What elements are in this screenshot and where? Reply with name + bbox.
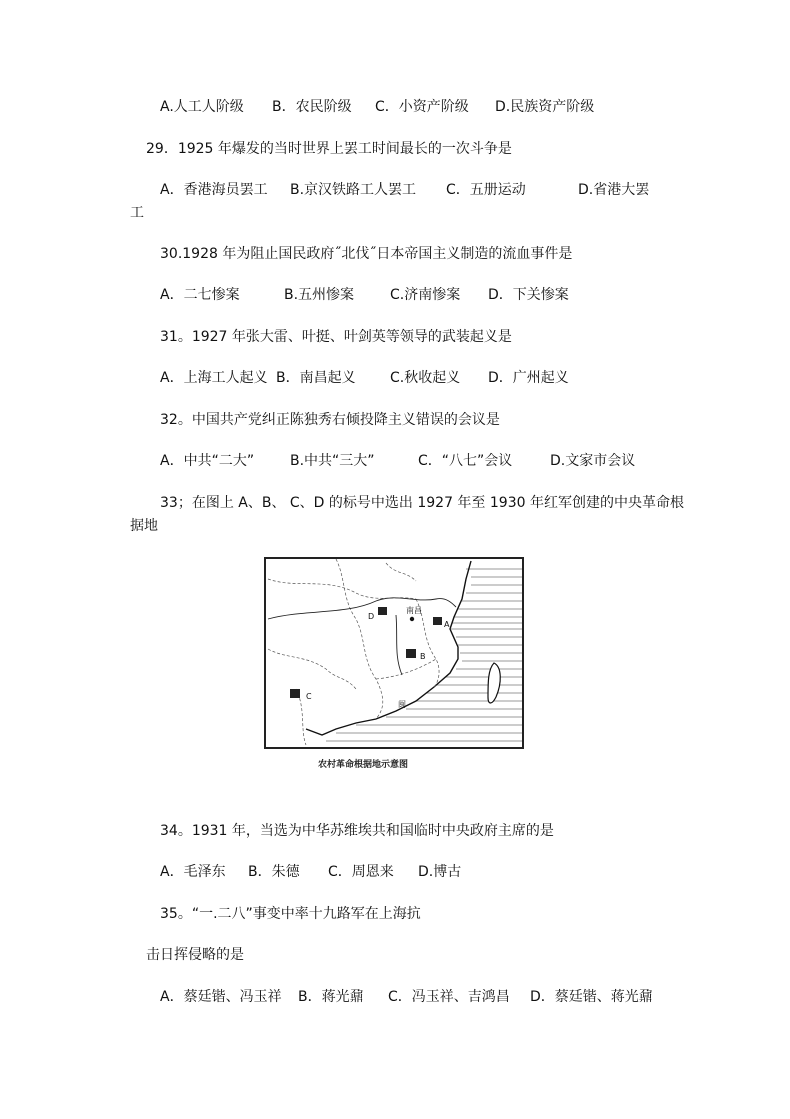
q34-option-a: A．毛泽东 — [160, 864, 226, 880]
q28-option-b: B．农民阶级 — [272, 99, 352, 115]
q28-option-d: D.民族资产阶级 — [495, 99, 595, 115]
q35-stem-line2: 击日挥侵略的是 — [146, 947, 244, 963]
q29-stem: 29．1925 年爆发的当时世界上罢工时间最长的一次斗争是 — [146, 141, 512, 157]
q32-option-c: C．“八七”会议 — [418, 453, 513, 469]
q31-option-a: A．上海工人起义 — [160, 370, 268, 386]
q35-option-a: A．蔡廷锴、冯玉祥 — [160, 989, 282, 1005]
q31-option-b: B．南昌起义 — [276, 370, 356, 386]
q29-option-a: A．香港海员罢工 — [160, 182, 268, 198]
q35-stem-line1: 35。“一.二八”事变中率十九路军在上海抗 — [160, 906, 421, 922]
q29-option-b: B.京汉铁路工人罢工 — [290, 182, 417, 198]
q31-option-c: C.秋收起义 — [390, 370, 461, 386]
q28-option-a: A.人工人阶级 — [160, 99, 244, 115]
q29-option-d-wrap: 工 — [130, 205, 144, 221]
city-dot — [410, 617, 414, 621]
q34-option-c: C．周恩来 — [328, 864, 394, 880]
map-labels — [306, 605, 450, 709]
q35-option-c: C．冯玉祥、吉鸿昌 — [388, 989, 510, 1005]
q33-stem-line2: 据地 — [130, 518, 158, 534]
q31-option-d: D．广州起义 — [488, 370, 569, 386]
revolutionary-base-map — [264, 557, 524, 749]
q32-option-b: B.中共“三大” — [290, 453, 375, 469]
q31-stem: 31。1927 年张大雷、叶挺、叶剑英等领导的武装起义是 — [160, 329, 512, 345]
label-d: D — [368, 612, 375, 621]
marker-b — [406, 649, 416, 658]
q30-option-a: A．二七惨案 — [160, 287, 240, 303]
label-mark: 闽 — [398, 700, 406, 709]
q35-option-b: B．蒋光鼐 — [298, 989, 364, 1005]
q30-option-c: C.济南惨案 — [390, 287, 461, 303]
q30-option-d: D．下关惨案 — [488, 287, 569, 303]
marker-d — [378, 607, 387, 615]
q32-option-a: A．中共“二大” — [160, 453, 255, 469]
q29-option-d: D.省港大罢 — [578, 182, 650, 198]
marker-a — [433, 617, 442, 625]
map-drawing — [266, 559, 522, 747]
q30-stem: 30.1928 年为阻止国民政府˝北伐˝日本帝国主义制造的流血事件是 — [160, 246, 573, 262]
label-b: B — [420, 652, 426, 661]
map-caption: 农村革命根据地示意图 — [318, 760, 409, 770]
q35-option-d: D．蔡廷锴、蒋光鼐 — [530, 989, 653, 1005]
q33-stem-line1: 33；在图上 A、B、 C、D 的标号中选出 1927 年至 1930 年红军创建的中央革命根 — [160, 495, 684, 511]
marker-c — [290, 689, 300, 698]
q32-option-d: D.文家市会议 — [550, 453, 636, 469]
q34-option-b: B．朱德 — [248, 864, 300, 880]
q34-stem: 34。1931 年，当选为中华苏维埃共和国临时中央政府主席的是 — [160, 823, 554, 839]
q30-option-b: B.五州惨案 — [284, 287, 355, 303]
q28-option-c: C．小资产阶级 — [375, 99, 469, 115]
q29-option-c: C．五册运动 — [446, 182, 526, 198]
q32-stem: 32。中国共产党纠正陈独秀右倾投降主义错误的会议是 — [160, 412, 500, 428]
label-city: 南昌 — [406, 606, 422, 615]
label-a: A — [444, 620, 450, 629]
q34-option-d: D.博古 — [418, 864, 462, 880]
label-c: C — [306, 692, 312, 701]
